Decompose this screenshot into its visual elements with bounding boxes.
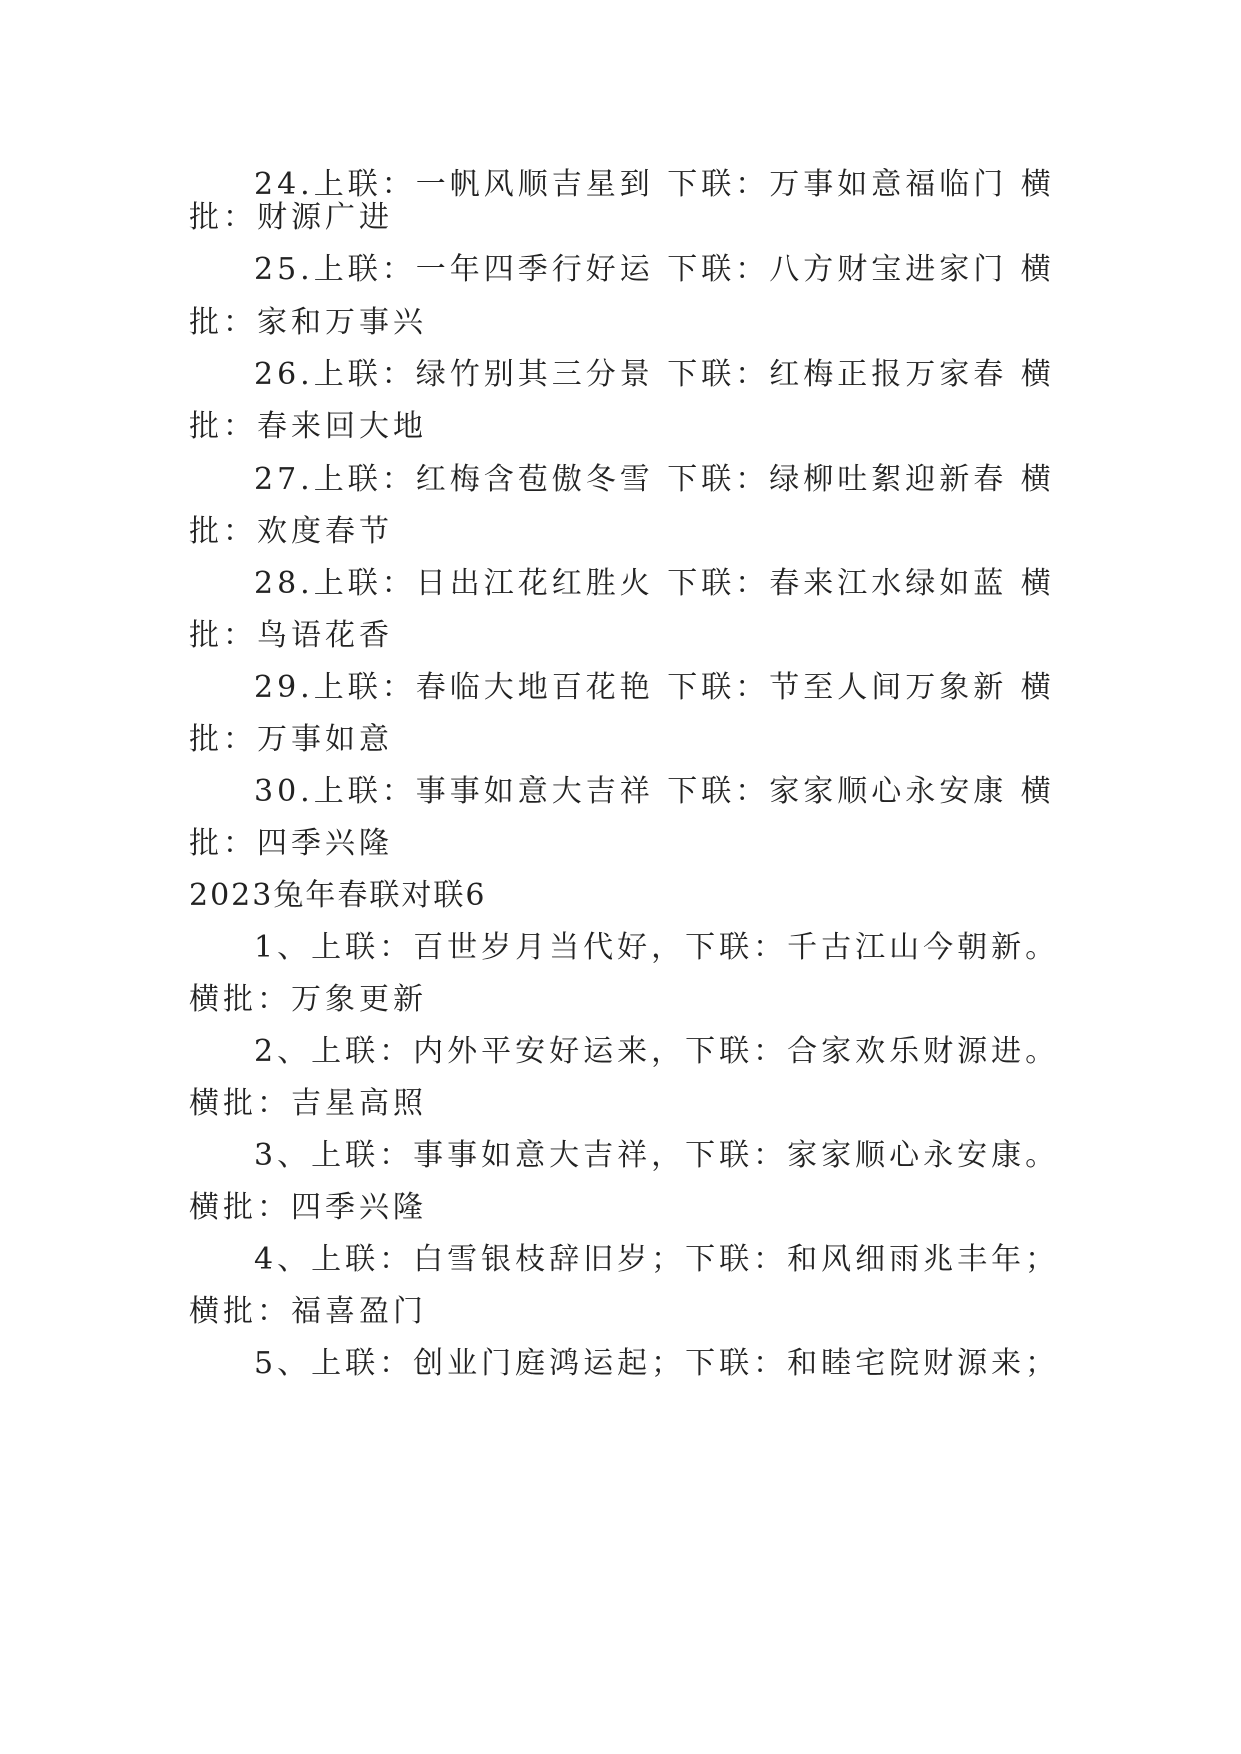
couplet-1-line-1: 1、上联：百世岁月当代好，下联：千古江山今朝新。 xyxy=(254,930,1060,965)
couplet-29-line-2: 批：万事如意 xyxy=(189,722,393,757)
couplet-26-line-1: 26.上联：绿竹别其三分景 下联：红梅正报万家春 横 xyxy=(254,357,1055,392)
couplet-5-line-1: 5、上联：创业门庭鸿运起；下联：和睦宅院财源来； xyxy=(254,1346,1060,1381)
couplet-24-line-1: 24.上联：一帆风顺吉星到 下联：万事如意福临门 横 xyxy=(254,167,1055,202)
couplet-28-line-2: 批：鸟语花香 xyxy=(189,618,393,653)
couplet-29-line-1: 29.上联：春临大地百花艳 下联：节至人间万象新 横 xyxy=(254,670,1055,705)
couplet-26-line-2: 批：春来回大地 xyxy=(189,409,427,444)
couplet-1-line-2: 横批：万象更新 xyxy=(189,982,427,1017)
couplet-3-line-2: 横批：四季兴隆 xyxy=(189,1190,427,1225)
couplet-2-line-2: 横批：吉星高照 xyxy=(189,1086,427,1121)
couplet-2-line-1: 2、上联：内外平安好运来，下联：合家欢乐财源进。 xyxy=(254,1034,1060,1069)
couplet-27-line-1: 27.上联：红梅含苞傲冬雪 下联：绿柳吐絮迎新春 横 xyxy=(254,462,1055,497)
couplet-30-line-2: 批：四季兴隆 xyxy=(189,826,393,861)
couplet-25-line-2: 批：家和万事兴 xyxy=(189,305,427,340)
couplet-24-line-2: 批：财源广进 xyxy=(189,200,393,235)
couplet-3-line-1: 3、上联：事事如意大吉祥，下联：家家顺心永安康。 xyxy=(254,1138,1060,1173)
couplet-30-line-1: 30.上联：事事如意大吉祥 下联：家家顺心永安康 横 xyxy=(254,774,1055,809)
couplet-28-line-1: 28.上联：日出江花红胜火 下联：春来江水绿如蓝 横 xyxy=(254,566,1055,601)
couplet-4-line-2: 横批：福喜盈门 xyxy=(189,1294,427,1329)
section-heading: 2023兔年春联对联6 xyxy=(189,878,487,913)
couplet-27-line-2: 批：欢度春节 xyxy=(189,514,393,549)
couplet-25-line-1: 25.上联：一年四季行好运 下联：八方财宝进家门 横 xyxy=(254,252,1055,287)
couplet-4-line-1: 4、上联：白雪银枝辞旧岁；下联：和风细雨兆丰年； xyxy=(254,1242,1060,1277)
